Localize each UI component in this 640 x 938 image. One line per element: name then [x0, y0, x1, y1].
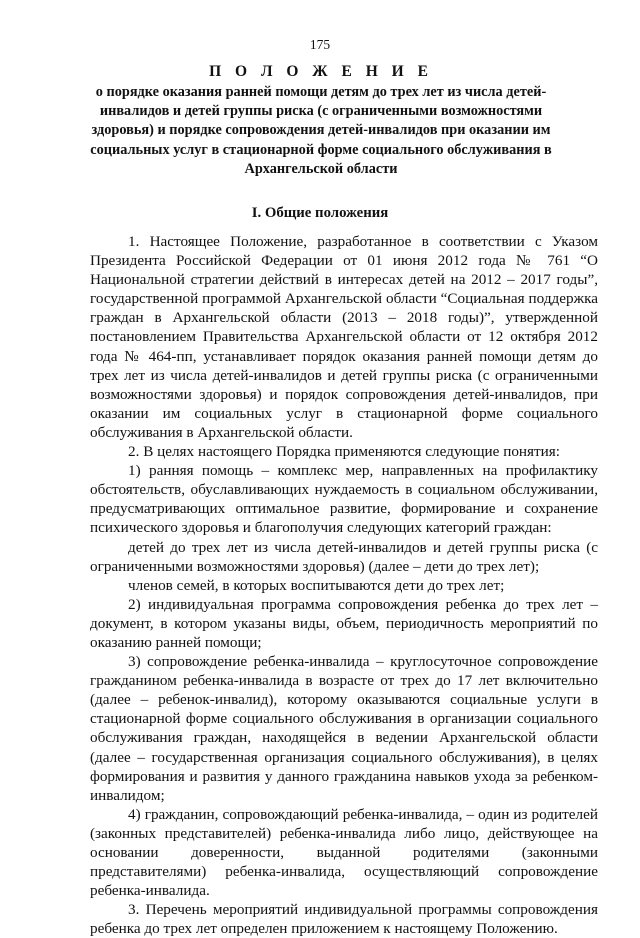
document-title: П О Л О Ж Е Н И Е [209, 63, 433, 80]
body-text [90, 232, 598, 938]
paragraph-definition-accompaniment: 3) сопровождение ребенка-инвалида – круглосуточное сопровождение гражданином ребенка-инвалида в возрасте от трех до 17 лет включительно (далее – ребенок-инвалид), которому оказываются социальные услуги в стационарной форме социального обслуживания в организации социального обслуживания граждан, находящейся в ведении Архангельской области (далее – государственная организация социального обслуживания), в целях формирования и развития у данного гражданина навыков ухода за ребенком-инвалидом; [90, 653, 598, 804]
paragraph-family-members: членов семей, в которых воспитываются дети до трех лет; [128, 576, 505, 594]
paragraph-definition-early-help: 1) ранняя помощь – комплекс мер, направленных на профилактику обстоятельств, обуславливающих нуждаемость в социальном обслуживании, предусматривающих оптимальное развитие, формирование и сохранение психического здоровья и благополучия следующих категорий граждан: [90, 462, 598, 537]
title-block [82, 62, 560, 179]
paragraph-definition-citizen: 4) гражданин, сопровождающий ребенка-инвалида, – один из родителей (законных представителей) ребенка-инвалида либо лицо, действующее на основании доверенности, выданной родителями (законными представителями) ребенка-инвалида, осуществляющий сопровождение ребенка-инвалида. [90, 805, 598, 900]
paragraph-definition-program: 2) индивидуальная программа сопровождения ребенка до трех лет – документ, в котором указаны виды, объем, периодичность мероприятий по оказанию ранней помощи; [90, 595, 598, 651]
page-number: 175 [309, 37, 331, 52]
paragraph-3: 3. Перечень мероприятий индивидуальной программы сопровождения ребенка до трех лет определен приложением к настоящему Положению. [90, 901, 598, 938]
paragraph-children-category: детей до трех лет из числа детей-инвалидов и детей группы риска (с ограниченными возможностями здоровья) (далее – дети до трех лет); [90, 538, 598, 575]
document-subtitle: о порядке оказания ранней помощи детям до трех лет из числа детей-инвалидов и детей группы риска (с ограниченными возможностями здоровья) и порядке сопровождения детей-инвалидов при оказании им социальных услуг в стационарной форме социального обслуживания в Архангельской области [90, 84, 552, 177]
paragraph-1: 1. Настоящее Положение, разработанное в соответствии с Указом Президента Российской Федерации от 01 июня 2012 года № 761 “О Национальной стратегии действий в интересах детей на 2012 – 2017 годы”, государственной программой Архангельской области “Социальная поддержка граждан в Архангельской области (2013 – 2018 годы)”, утвержденной постановлением Правительства Архангельской области от 12 октября 2012 года № 464-пп, устанавливает порядок оказания ранней помощи детям до трех лет из числа детей-инвалидов и детей группы риска (с ограниченными возможностями здоровья) и порядок сопровождения детей-инвалидов, при оказании им социальных услуг в стационарной форме социального обслуживания в Архангельской области. [90, 233, 598, 441]
paragraph-2: 2. В целях настоящего Порядка применяются следующие понятия: [128, 443, 561, 461]
section-heading: I. Общие положения [251, 205, 389, 221]
